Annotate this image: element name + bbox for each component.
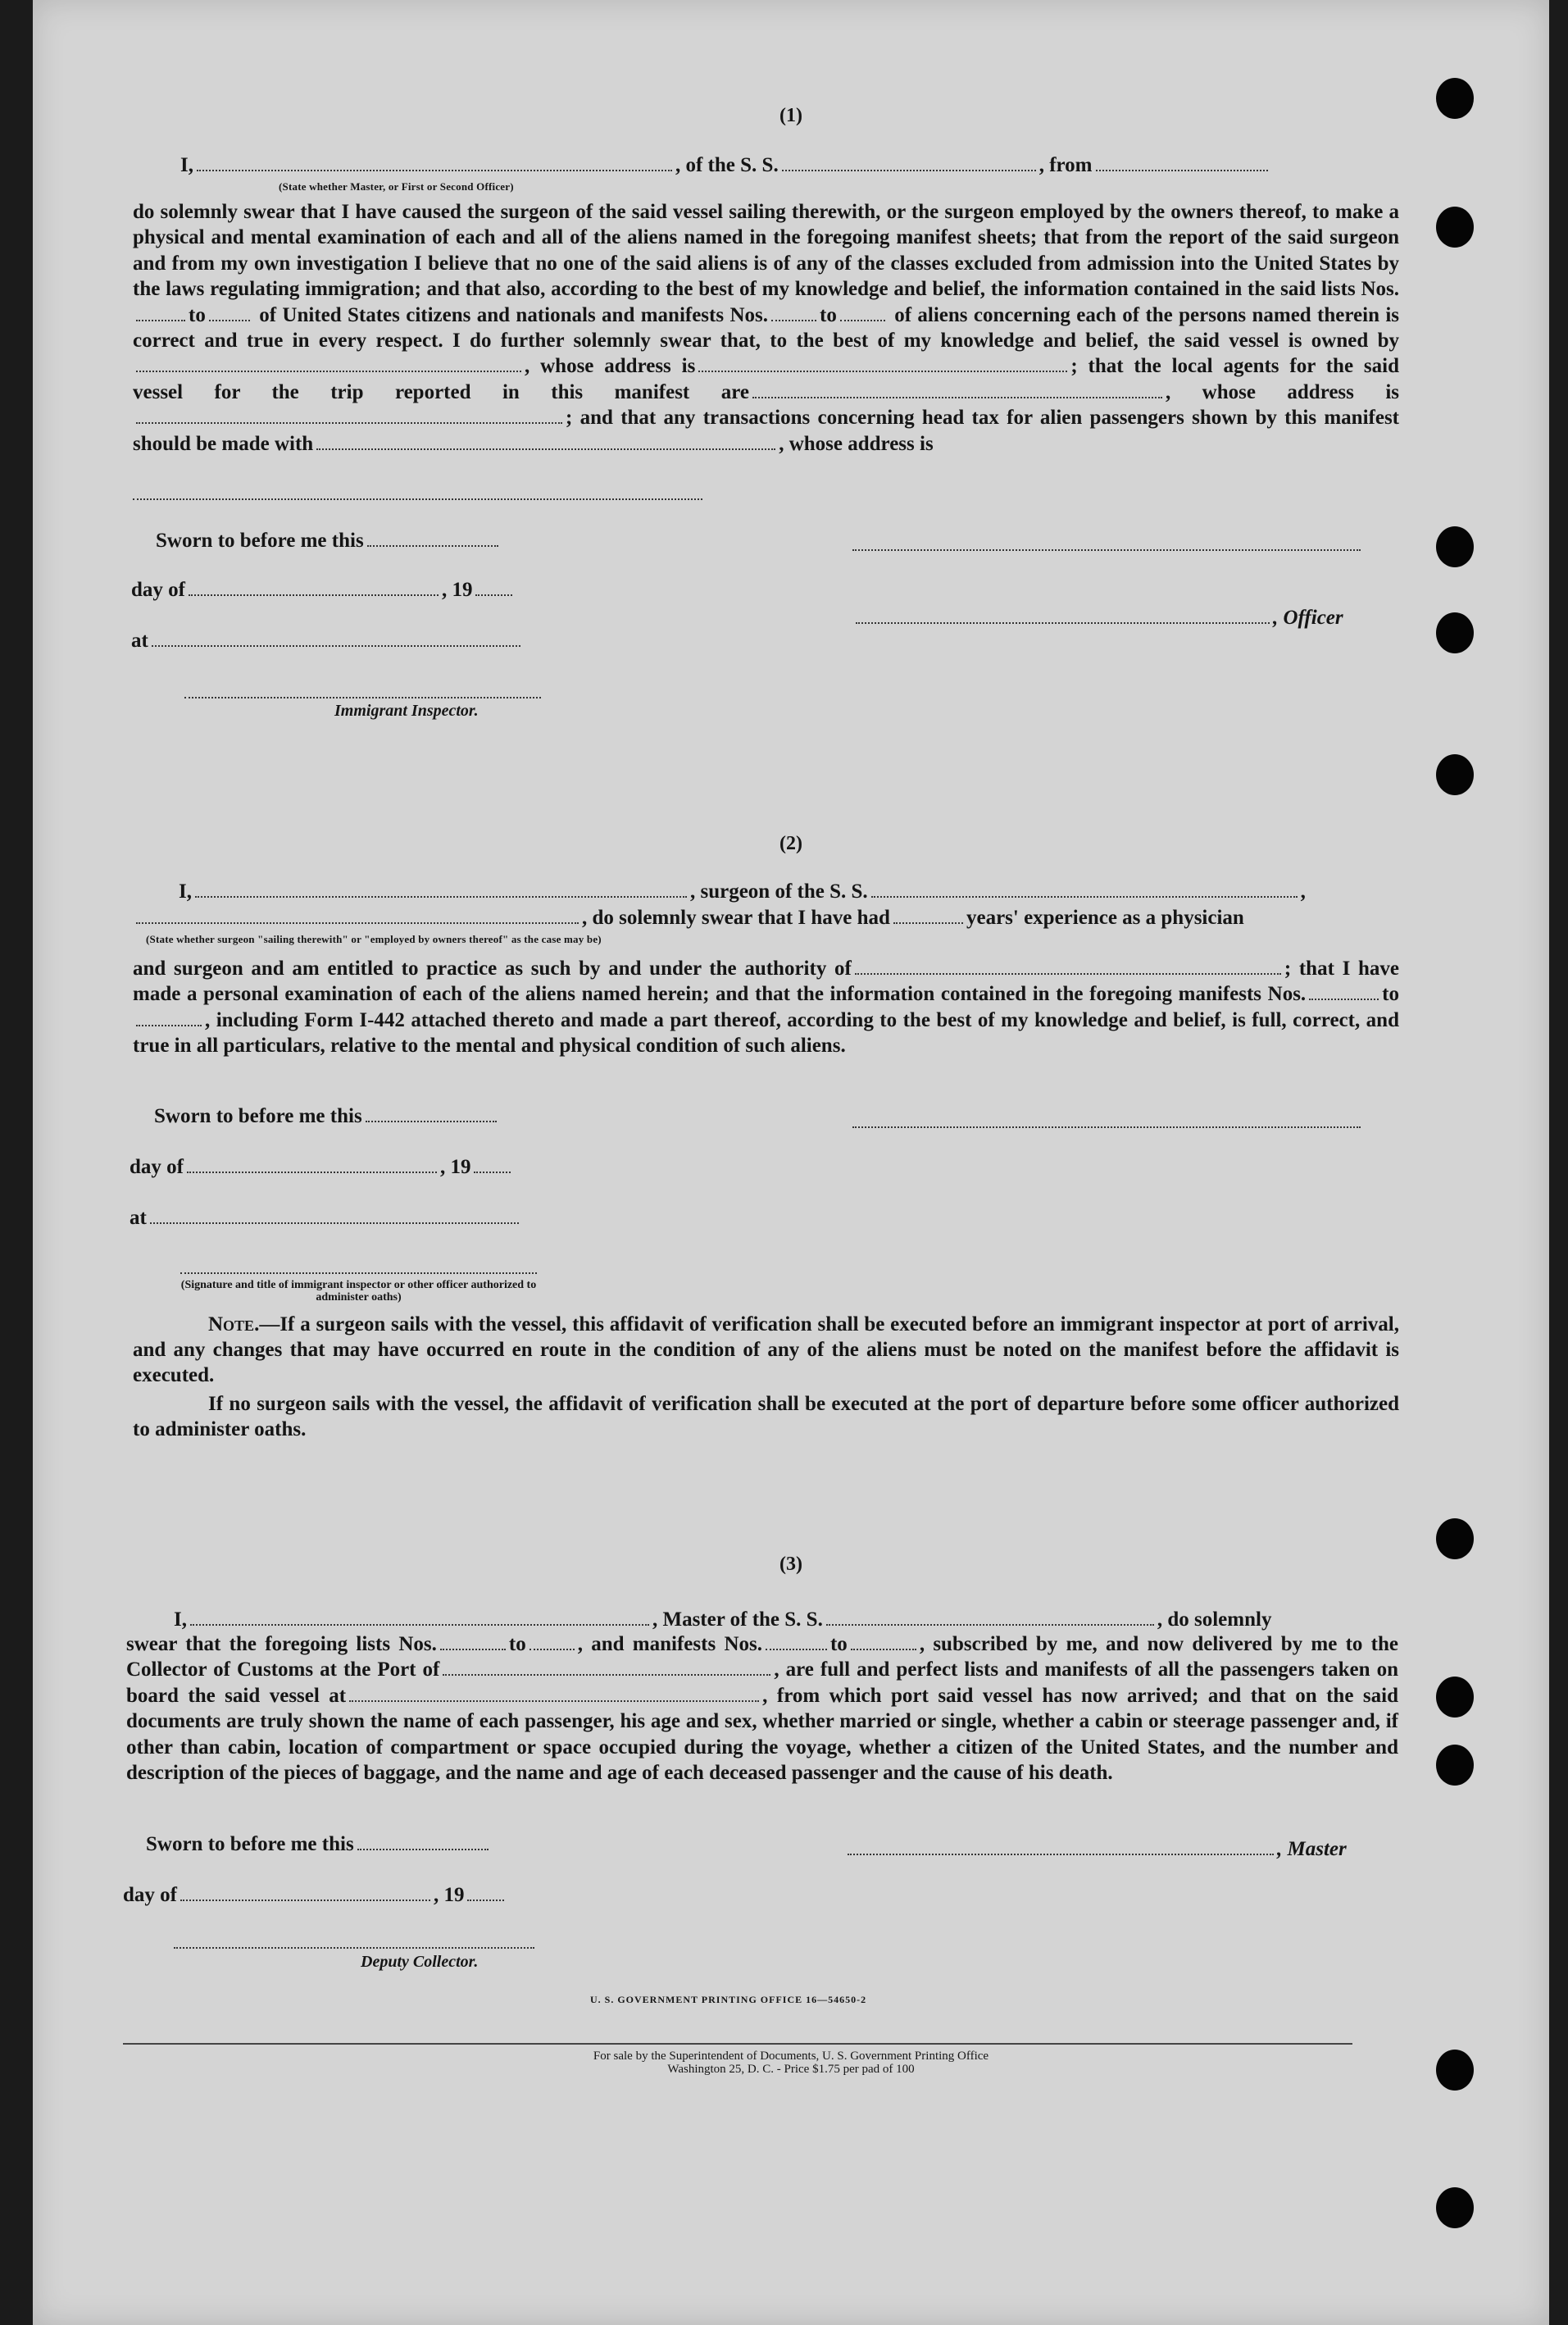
section-1-day-of: day of , 19 (131, 579, 516, 602)
immigrant-inspector-label: Immigrant Inspector. (334, 702, 479, 720)
manifests-to-blank[interactable] (840, 319, 885, 321)
footer-rule (123, 2043, 1352, 2045)
note-label: Note. (208, 1313, 260, 1335)
section-2-line-2: , do solemnly swear that I have had years' experience as a physician (133, 907, 1244, 930)
binder-hole (1436, 526, 1474, 567)
sworn-day-blank-2[interactable] (366, 1120, 497, 1122)
section-1-at: at (131, 630, 524, 653)
manifests-from-blank-3[interactable] (766, 1648, 827, 1650)
master-hint: (State whether Master, or First or Second Officer) (279, 180, 514, 193)
inspector-signature-line[interactable] (184, 697, 541, 698)
binder-hole (1436, 207, 1474, 248)
master-name-blank-3[interactable] (190, 1623, 649, 1626)
master-name-blank[interactable] (197, 169, 672, 171)
section-3-line-1: I, , Master of the S. S. , do solemnly (174, 1608, 1272, 1631)
officer-signature-hint: (Signature and title of immigrant inspector or other officer authorized to administer oaths) (180, 1279, 537, 1304)
day-of-month-blank-3[interactable] (180, 1899, 430, 1901)
section-3-sworn: Sworn to before me this (146, 1833, 492, 1856)
section-1-officer: , Officer (852, 607, 1343, 630)
surgeon-signature-line[interactable] (852, 1126, 1361, 1128)
section-2-number: (2) (779, 833, 802, 854)
officer-signature-line-1[interactable] (852, 549, 1361, 551)
form-page (33, 0, 1549, 2325)
officer-signature-blank[interactable] (856, 621, 1270, 624)
section-3-master: , Master (844, 1838, 1347, 1861)
binder-hole (1436, 754, 1474, 795)
year-blank-3[interactable] (467, 1899, 504, 1901)
gpo-imprint: U. S. GOVERNMENT PRINTING OFFICE 16—54650-2 (590, 1994, 867, 2005)
section-2-sworn: Sworn to before me this (154, 1105, 500, 1128)
sworn-day-blank[interactable] (367, 544, 498, 547)
binder-hole (1436, 1745, 1474, 1786)
manifests-from-blank[interactable] (771, 319, 816, 321)
from-port-blank[interactable] (1096, 169, 1268, 171)
sworn-day-blank-3[interactable] (357, 1848, 489, 1850)
place-blank[interactable] (152, 644, 520, 647)
section-2-at: at (130, 1207, 522, 1230)
manifests-to-blank-3[interactable] (851, 1648, 916, 1650)
embarkation-port-blank[interactable] (349, 1699, 759, 1702)
binder-hole (1436, 2187, 1474, 2228)
section-2-day-of: day of , 19 (130, 1156, 514, 1179)
agents-address-blank[interactable] (136, 421, 562, 424)
officer-signature-line-2[interactable] (180, 1272, 537, 1274)
local-agents-blank[interactable] (752, 396, 1162, 398)
deputy-collector-label: Deputy Collector. (361, 1953, 479, 1971)
port-blank[interactable] (443, 1673, 770, 1676)
section-3-body: swear that the foregoing lists Nos. to , and manifests Nos. to , subscribed by me, and now delivered by me to the Collector of Customs at the Port of , are full and perfect lists and manifests of all the passengers taken on board the said vessel at , from which port said vessel has now arrived; and that on the said documents are truly shown the name of each passenger, his age and sex, whether married or single, whether a cabin or steerage passenger and, if other than cabin, location of compartment or space occupied during the voyage, whether a citizen of the United States, and the number and description of the pieces of baggage, and the name and age of each deceased passenger and the cause of his death. (126, 1633, 1398, 1785)
surgeon-name-blank[interactable] (195, 895, 687, 898)
section-1-number: (1) (779, 105, 802, 126)
surgeon-status-blank[interactable] (136, 921, 579, 924)
day-of-month-blank[interactable] (189, 594, 439, 596)
manifests-from-blank-2[interactable] (1309, 998, 1379, 1000)
year-blank[interactable] (475, 594, 512, 596)
lists-to-blank[interactable] (209, 319, 250, 321)
address-continuation-line[interactable] (133, 498, 702, 500)
lists-to-blank-3[interactable] (529, 1648, 575, 1650)
section-3-day-of: day of , 19 (123, 1884, 507, 1907)
price-notice: For sale by the Superintendent of Documents, U. S. Government Printing Office Washington 25, D. C. - Price $1.75 per pad of 100 (593, 2050, 989, 2076)
lists-from-blank-3[interactable] (440, 1648, 506, 1650)
section-3-number: (3) (779, 1554, 802, 1575)
collector-signature-line[interactable] (174, 1947, 534, 1949)
authority-blank[interactable] (855, 972, 1281, 975)
ship-name-blank[interactable] (782, 169, 1036, 171)
day-of-month-blank-2[interactable] (187, 1171, 437, 1173)
years-experience-blank[interactable] (893, 921, 963, 924)
section-1-sworn: Sworn to before me this (156, 530, 502, 553)
binder-hole (1436, 1677, 1474, 1718)
ship-name-blank-3[interactable] (826, 1623, 1154, 1626)
master-signature-blank[interactable] (848, 1853, 1274, 1855)
surgeon-ship-blank[interactable] (871, 895, 1298, 898)
surgeon-hint: (State whether surgeon "sailing therewith" or "employed by owners thereof" as the case may be) (146, 933, 602, 945)
note-paragraph-2: If no surgeon sails with the vessel, the affidavit of verification shall be executed at the port of departure before some officer authorized to administer oaths. (133, 1393, 1399, 1440)
binder-hole (1436, 612, 1474, 653)
section-2-body: and surgeon and am entitled to practice as such by and under the authority of ; that I have made a personal examination of each of the aliens named herein; and that the information contained in the foregoing manifests Nos. to, including Form I-442 attached thereto and made a part thereof, according to the best of my knowledge and belief, is full, correct, and true in all particulars, relative to the mental and physical condition of such aliens. (133, 958, 1399, 1058)
section-1-line-1: I, , of the S. S. , from (180, 154, 1271, 177)
section-2-line-1: I, , surgeon of the S. S. , (179, 880, 1306, 903)
owner-blank[interactable] (136, 370, 521, 372)
owner-address-blank[interactable] (698, 370, 1067, 372)
place-blank-2[interactable] (150, 1222, 519, 1224)
note-paragraph-1: Note.—If a surgeon sails with the vessel, this affidavit of verification shall be executed before an immigrant inspector at port of arrival, and any changes that may have occurred en route in the condition of any of the aliens must be noted on the manifest before the affidavit is executed. (133, 1313, 1399, 1386)
manifests-to-blank-2[interactable] (136, 1024, 202, 1026)
lists-from-blank[interactable] (136, 319, 185, 321)
section-1-body: do solemnly swear that I have caused the surgeon of the said vessel sailing therewith, or the surgeon employed by the owners thereof, to make a physical and mental examination of each and all of the aliens named in the foregoing manifest sheets; that from the report of the said surgeon and from my own investigation I believe that no one of the said aliens is of any of the classes excluded from admission into the United States by the laws regulating immigration; and that also, according to the best of my knowledge and belief, the information contained in the said lists Nos.to of United States citizens and nationals and manifests Nos. to of aliens concerning each of the persons named therein is correct and true in every respect. I do further solemnly swear that, to the best of my knowledge and belief, the said vessel is owned by, whose address is ; that the local agents for the said vessel for the trip reported in this manifest are , whose address is; and that any transactions concerning head tax for alien passengers shown by this manifest should be made with , whose address is (133, 201, 1400, 455)
year-blank-2[interactable] (474, 1171, 511, 1173)
head-tax-contact-blank[interactable] (316, 448, 775, 450)
